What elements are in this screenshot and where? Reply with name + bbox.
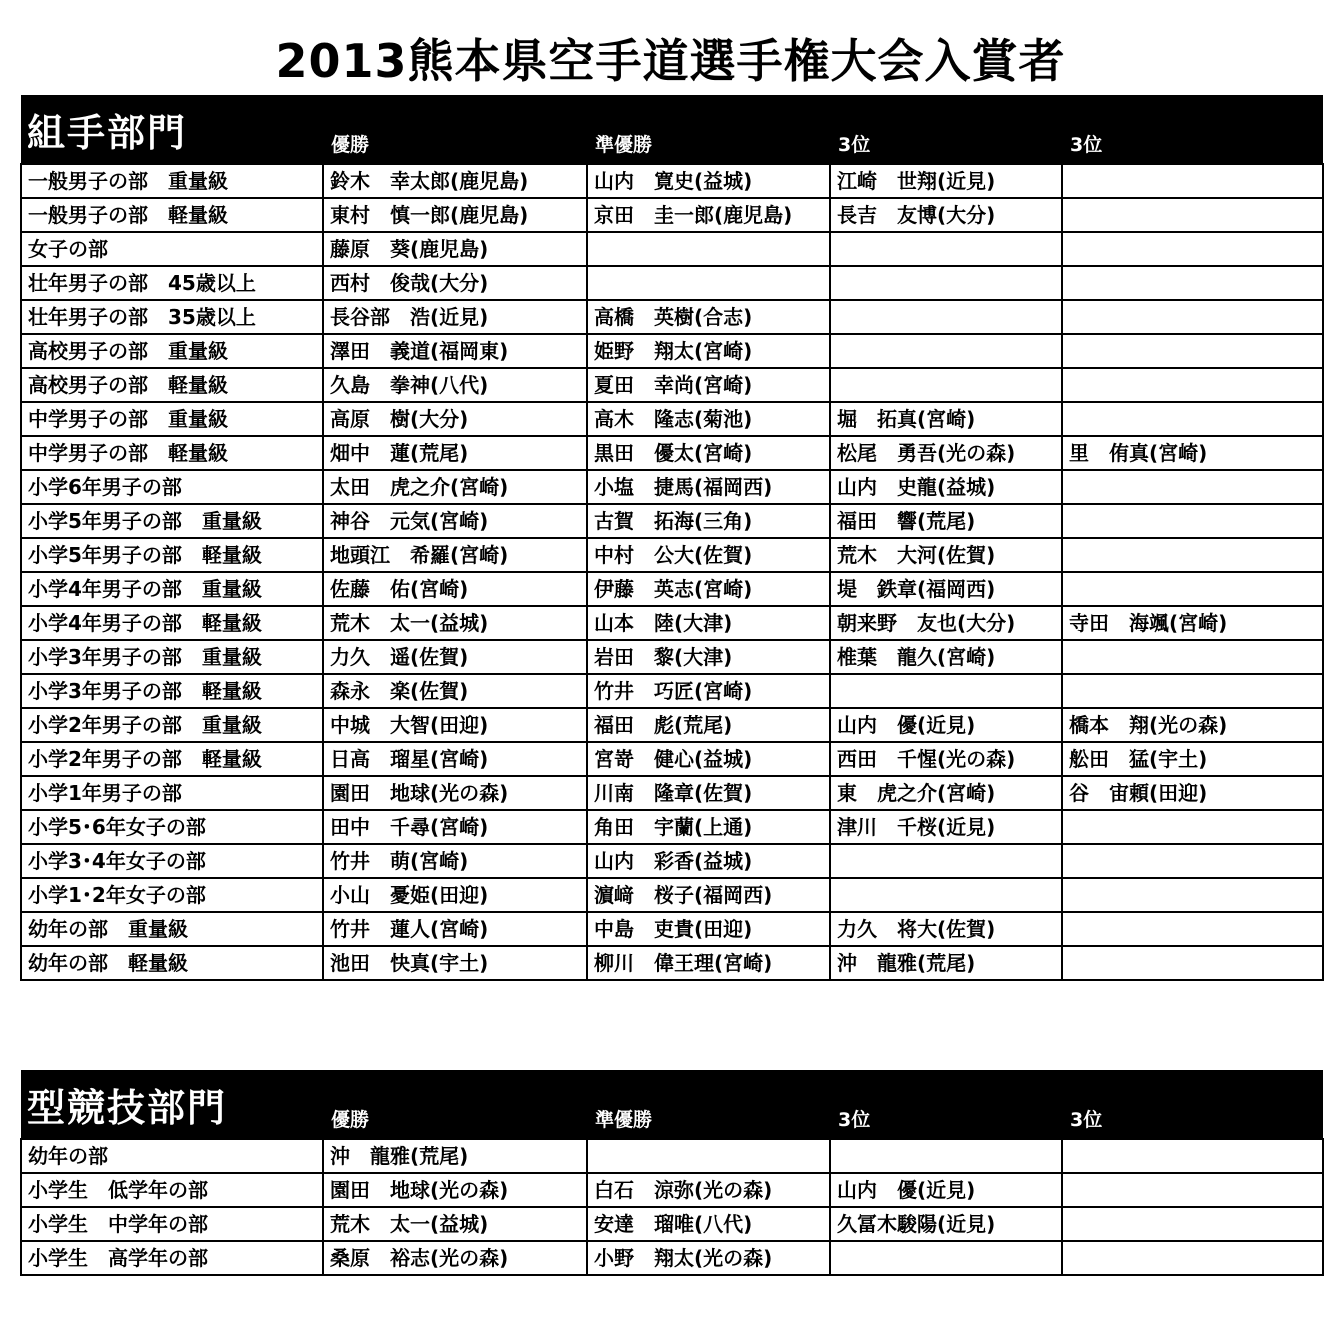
third-place-cell: 松尾 勇吾(光の森) [830, 436, 1062, 470]
column-header-winner: 優勝 [331, 134, 370, 156]
third-place-cell [830, 674, 1062, 708]
third-place-cell [1062, 878, 1323, 912]
third-place-cell: 江崎 世翔(近見) [830, 164, 1062, 198]
runner-up-cell: 角田 宇蘭(上通) [587, 810, 830, 844]
division-cell: 小学5年男子の部 軽量級 [21, 538, 323, 572]
runner-up-cell: 古賀 拓海(三角) [587, 504, 830, 538]
table-row [21, 776, 1323, 810]
winner-cell: 東村 慎一郎(鹿児島) [323, 198, 587, 232]
third-place-cell [1062, 912, 1323, 946]
runner-up-cell: 小塩 捷馬(福岡西) [587, 470, 830, 504]
division-cell: 小学3年男子の部 重量級 [21, 640, 323, 674]
runner-up-cell: 中島 吏貴(田迎) [587, 912, 830, 946]
table-row [21, 640, 1323, 674]
table-row [21, 810, 1323, 844]
third-place-cell [1062, 572, 1323, 606]
winner-cell: 園田 地球(光の森) [323, 776, 587, 810]
third-place-cell: 西田 千惺(光の森) [830, 742, 1062, 776]
winner-cell: 沖 龍雅(荒尾) [323, 1139, 587, 1173]
third-place-cell [830, 266, 1062, 300]
third-place-cell [830, 878, 1062, 912]
kata-table [20, 1070, 1324, 1276]
third-place-cell [1062, 538, 1323, 572]
table-row [21, 538, 1323, 572]
division-cell: 小学2年男子の部 軽量級 [21, 742, 323, 776]
division-cell: 一般男子の部 重量級 [21, 164, 323, 198]
section-title: 組手部門 [27, 110, 188, 155]
winner-cell: 佐藤 佑(宮崎) [323, 572, 587, 606]
winner-cell: 西村 俊哉(大分) [323, 266, 587, 300]
runner-up-cell: 竹井 巧匠(宮崎) [587, 674, 830, 708]
division-cell: 高校男子の部 重量級 [21, 334, 323, 368]
winner-cell: 高原 樹(大分) [323, 402, 587, 436]
division-cell: 女子の部 [21, 232, 323, 266]
column-header-winner: 優勝 [331, 1109, 370, 1131]
third-place-cell: 力久 将大(佐賀) [830, 912, 1062, 946]
runner-up-cell: 中村 公大(佐賀) [587, 538, 830, 572]
third-place-cell: 福田 響(荒尾) [830, 504, 1062, 538]
table-row [21, 912, 1323, 946]
division-cell: 一般男子の部 軽量級 [21, 198, 323, 232]
third-place-cell: 久冨木駿陽(近見) [830, 1207, 1062, 1241]
kumite-table [20, 95, 1324, 981]
runner-up-cell: 川南 隆章(佐賀) [587, 776, 830, 810]
table-row [21, 504, 1323, 538]
third-place-cell [1062, 1241, 1323, 1275]
third-place-cell [1062, 1139, 1323, 1173]
table-row [21, 878, 1323, 912]
kata-rows [21, 1139, 1323, 1275]
third-place-cell [1062, 164, 1323, 198]
winner-cell: 日高 瑠星(宮崎) [323, 742, 587, 776]
third-place-cell [1062, 640, 1323, 674]
runner-up-cell [587, 1139, 830, 1173]
winner-cell: 桑原 裕志(光の森) [323, 1241, 587, 1275]
table-row [21, 946, 1323, 980]
division-cell: 壮年男子の部 45歳以上 [21, 266, 323, 300]
table-row [21, 300, 1323, 334]
table-row [21, 1207, 1323, 1241]
table-row [21, 572, 1323, 606]
division-cell: 中学男子の部 軽量級 [21, 436, 323, 470]
runner-up-cell: 濵﨑 桜子(福岡西) [587, 878, 830, 912]
winner-cell: 竹井 蓮人(宮崎) [323, 912, 587, 946]
runner-up-cell: 安達 瑠唯(八代) [587, 1207, 830, 1241]
winner-cell: 鈴木 幸太郎(鹿児島) [323, 164, 587, 198]
winner-cell: 畑中 蓮(荒尾) [323, 436, 587, 470]
division-cell: 小学3年男子の部 軽量級 [21, 674, 323, 708]
table-row [21, 402, 1323, 436]
third-place-cell: 長吉 友博(大分) [830, 198, 1062, 232]
runner-up-cell: 夏田 幸尚(宮崎) [587, 368, 830, 402]
table-row [21, 334, 1323, 368]
division-cell: 小学生 低学年の部 [21, 1173, 323, 1207]
section-title: 型競技部門 [27, 1085, 228, 1130]
table-row [21, 1173, 1323, 1207]
third-place-cell [1062, 674, 1323, 708]
third-place-cell [1062, 300, 1323, 334]
table-row [21, 436, 1323, 470]
runner-up-cell [587, 266, 830, 300]
third-place-cell [830, 1241, 1062, 1275]
runner-up-cell: 高橋 英樹(合志) [587, 300, 830, 334]
third-place-cell [1062, 810, 1323, 844]
third-place-cell [1062, 504, 1323, 538]
runner-up-cell: 岩田 黎(大津) [587, 640, 830, 674]
third-place-cell: 椎葉 龍久(宮崎) [830, 640, 1062, 674]
third-place-cell [1062, 1207, 1323, 1241]
third-place-cell: 沖 龍雅(荒尾) [830, 946, 1062, 980]
winner-cell: 小山 憂姫(田迎) [323, 878, 587, 912]
runner-up-cell: 福田 彪(荒尾) [587, 708, 830, 742]
third-place-cell [830, 300, 1062, 334]
third-place-cell [1062, 198, 1323, 232]
winner-cell: 神谷 元気(宮崎) [323, 504, 587, 538]
third-place-cell: 山内 優(近見) [830, 708, 1062, 742]
division-cell: 小学5年男子の部 重量級 [21, 504, 323, 538]
table-row [21, 266, 1323, 300]
runner-up-cell: 柳川 偉王理(宮崎) [587, 946, 830, 980]
third-place-cell: 里 侑真(宮崎) [1062, 436, 1323, 470]
third-place-cell: 山内 優(近見) [830, 1173, 1062, 1207]
column-header-runner-up: 準優勝 [595, 1109, 653, 1131]
third-place-cell: 山内 史龍(益城) [830, 470, 1062, 504]
third-place-cell [1062, 946, 1323, 980]
third-place-cell: 谷 宙頼(田迎) [1062, 776, 1323, 810]
winner-cell: 荒木 太一(益城) [323, 1207, 587, 1241]
winner-cell: 澤田 義道(福岡東) [323, 334, 587, 368]
runner-up-cell [587, 232, 830, 266]
table-row [21, 1139, 1323, 1173]
table-row [21, 368, 1323, 402]
winner-cell: 中城 大智(田迎) [323, 708, 587, 742]
third-place-cell [1062, 470, 1323, 504]
third-place-cell [830, 368, 1062, 402]
runner-up-cell: 山本 陸(大津) [587, 606, 830, 640]
third-place-cell: 寺田 海颯(宮崎) [1062, 606, 1323, 640]
winner-cell: 久島 拳神(八代) [323, 368, 587, 402]
division-cell: 小学1年男子の部 [21, 776, 323, 810]
division-cell: 高校男子の部 軽量級 [21, 368, 323, 402]
kumite-header-row [21, 95, 1323, 164]
third-place-cell [1062, 844, 1323, 878]
table-row [21, 708, 1323, 742]
third-place-cell: 朝来野 友也(大分) [830, 606, 1062, 640]
third-place-cell [1062, 368, 1323, 402]
column-header-third: 3位 [1070, 134, 1103, 156]
winner-cell: 池田 快真(宇土) [323, 946, 587, 980]
division-cell: 幼年の部 軽量級 [21, 946, 323, 980]
third-place-cell [1062, 334, 1323, 368]
runner-up-cell: 黒田 優太(宮崎) [587, 436, 830, 470]
page-title: 2013熊本県空手道選手権大会入賞者 [275, 34, 1066, 88]
column-header-third: 3位 [1070, 1109, 1103, 1131]
table-row [21, 164, 1323, 198]
winner-cell: 藤原 葵(鹿児島) [323, 232, 587, 266]
third-place-cell [830, 1139, 1062, 1173]
column-header-third: 3位 [838, 1109, 871, 1131]
third-place-cell [830, 844, 1062, 878]
runner-up-cell: 京田 圭一郎(鹿児島) [587, 198, 830, 232]
third-place-cell [1062, 232, 1323, 266]
third-place-cell: 津川 千桜(近見) [830, 810, 1062, 844]
kumite-rows [21, 164, 1323, 980]
column-header-third: 3位 [838, 134, 871, 156]
table-row [21, 232, 1323, 266]
third-place-cell [830, 334, 1062, 368]
division-cell: 小学3･4年女子の部 [21, 844, 323, 878]
runner-up-cell: 小野 翔太(光の森) [587, 1241, 830, 1275]
third-place-cell: 舩田 猛(宇土) [1062, 742, 1323, 776]
runner-up-cell: 姫野 翔太(宮崎) [587, 334, 830, 368]
table-row [21, 844, 1323, 878]
winner-cell: 太田 虎之介(宮崎) [323, 470, 587, 504]
runner-up-cell: 山内 寛史(益城) [587, 164, 830, 198]
third-place-cell [1062, 266, 1323, 300]
runner-up-cell: 伊藤 英志(宮崎) [587, 572, 830, 606]
winner-cell: 園田 地球(光の森) [323, 1173, 587, 1207]
division-cell: 小学1･2年女子の部 [21, 878, 323, 912]
division-cell: 幼年の部 [21, 1139, 323, 1173]
table-row [21, 606, 1323, 640]
table-row [21, 1241, 1323, 1275]
division-cell: 小学4年男子の部 重量級 [21, 572, 323, 606]
kata-header-row [21, 1070, 1323, 1139]
runner-up-cell: 白石 涼弥(光の森) [587, 1173, 830, 1207]
runner-up-cell: 山内 彩香(益城) [587, 844, 830, 878]
third-place-cell: 堀 拓真(宮崎) [830, 402, 1062, 436]
winner-cell: 力久 遥(佐賀) [323, 640, 587, 674]
table-row [21, 742, 1323, 776]
winner-cell: 田中 千尋(宮崎) [323, 810, 587, 844]
division-cell: 小学5･6年女子の部 [21, 810, 323, 844]
third-place-cell [830, 232, 1062, 266]
column-header-runner-up: 準優勝 [595, 134, 653, 156]
winner-cell: 長谷部 浩(近見) [323, 300, 587, 334]
third-place-cell: 橋本 翔(光の森) [1062, 708, 1323, 742]
table-row [21, 470, 1323, 504]
third-place-cell [1062, 402, 1323, 436]
division-cell: 小学2年男子の部 重量級 [21, 708, 323, 742]
runner-up-cell: 高木 隆志(菊池) [587, 402, 830, 436]
third-place-cell: 東 虎之介(宮崎) [830, 776, 1062, 810]
winner-cell: 地頭江 希羅(宮崎) [323, 538, 587, 572]
division-cell: 小学生 高学年の部 [21, 1241, 323, 1275]
table-row [21, 674, 1323, 708]
division-cell: 中学男子の部 重量級 [21, 402, 323, 436]
division-cell: 小学4年男子の部 軽量級 [21, 606, 323, 640]
table-row [21, 198, 1323, 232]
runner-up-cell: 宮嵜 健心(益城) [587, 742, 830, 776]
third-place-cell: 荒木 大河(佐賀) [830, 538, 1062, 572]
third-place-cell: 堤 鉄章(福岡西) [830, 572, 1062, 606]
winner-cell: 竹井 萌(宮崎) [323, 844, 587, 878]
winner-cell: 荒木 太一(益城) [323, 606, 587, 640]
division-cell: 小学生 中学年の部 [21, 1207, 323, 1241]
third-place-cell [1062, 1173, 1323, 1207]
winner-cell: 森永 楽(佐賀) [323, 674, 587, 708]
division-cell: 幼年の部 重量級 [21, 912, 323, 946]
division-cell: 壮年男子の部 35歳以上 [21, 300, 323, 334]
division-cell: 小学6年男子の部 [21, 470, 323, 504]
